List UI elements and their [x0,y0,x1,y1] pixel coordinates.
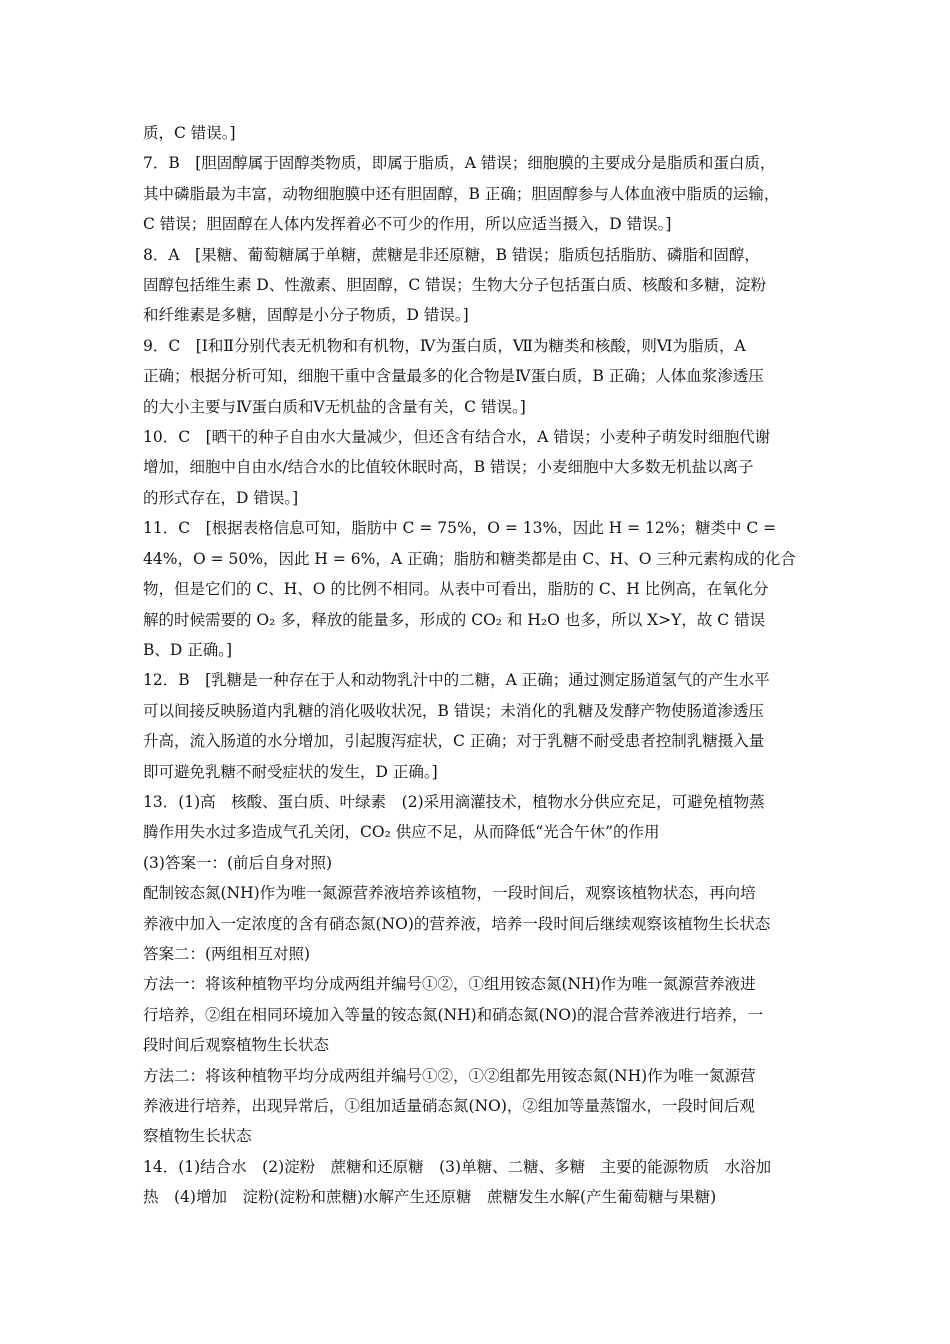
text-line: 12．B [乳糖是一种存在于人和动物乳汁中的二糖，A 正确；通过测定肠道氢气的产生水平 [143,671,770,690]
text-line: C 错误；胆固醇在人体内发挥着必不可少的作用，所以应适当摄入，D 错误。] [143,215,672,234]
text-line: 和纤维素是多糖，固醇是小分子物质，D 错误。] [143,306,469,325]
text-line: 物，但是它们的 C、H、O 的比例不相同。从表中可看出，脂肪的 C、H 比例高，在氧化分 [143,580,769,599]
text-line: 14．(1)结合水 (2)淀粉 蔗糖和还原糖 (3)单糖、二糖、多糖 主要的能源物质 水浴加 [143,1157,772,1176]
text-line: 段时间后观察植物生长状态 [143,1036,330,1055]
text-line: (3)答案一：(前后自身对照) [143,853,333,872]
answer-14 [143,1152,813,1213]
text-line: 9．C [Ⅰ和Ⅱ分别代表无机物和有机物，Ⅳ为蛋白质，Ⅶ为糖类和核酸，则Ⅵ为脂质，A [143,336,746,355]
text-line: 养液中加入一定浓度的含有硝态氮(NO)的营养液，培养一段时间后继续观察该植物生长状态 [143,914,771,933]
answer-11 [143,513,813,665]
text-line: 配制铵态氮(NH)作为唯一氮源营养液培养该植物，一段时间后，观察该植物状态，再向培 [143,884,756,903]
text-line: 热 (4)增加 淀粉(淀粉和蔗糖)水解产生还原糖 蔗糖发生水解(产生葡萄糖与果糖) [143,1188,717,1207]
answer-7 [143,148,813,239]
answer-9 [143,331,813,422]
answer-13 [143,787,813,1152]
text-line: 8．A [果糖、葡萄糖属于单糖，蔗糖是非还原糖，B 错误；脂质包括脂肪、磷脂和固醇， [143,245,760,264]
text-line: 即可避免乳糖不耐受症状的发生，D 正确。] [143,762,438,781]
text-line: 增加，细胞中自由水/结合水的比值较休眠时高，B 错误；小麦细胞中大多数无机盐以离子 [143,458,754,477]
p6-tail [143,118,813,148]
text-line: 7．B [胆固醇属于固醇类物质，即属于脂质，A 错误；细胞膜的主要成分是脂质和蛋白质， [143,154,776,173]
text-line: 方法二：将该种植物平均分成两组并编号①②，①②组都先用铵态氮(NH)作为唯一氮源营 [143,1066,756,1085]
text-line: 11．C [根据表格信息可知，脂肪中 C = 75%，O = 13%，因此 H = 12%；糖类中 C = [143,519,777,538]
text-line: 方法一：将该种植物平均分成两组并编号①②，①组用铵态氮(NH)作为唯一氮源营养液进 [143,975,756,994]
text-line: B、D 正确。] [143,640,233,659]
text-line: 13．(1)高 核酸、蛋白质、叶绿素 (2)采用滴灌技术，植物水分供应充足，可避免植物蒸 [143,792,765,811]
answer-document [143,118,813,1213]
text-line: 行培养，②组在相同环境加入等量的铵态氮(NH)和硝态氮(NO)的混合营养液进行培养，一 [143,1005,764,1024]
text-line: 正确；根据分析可知，细胞干重中含量最多的化合物是Ⅳ蛋白质，B 正确；人体血浆渗透压 [143,367,764,386]
text-line: 察植物生长状态 [143,1127,252,1146]
text-line: 其中磷脂最为丰富，动物细胞膜中还有胆固醇，B 正确；胆固醇参与人体血液中脂质的运输， [143,184,780,203]
text-line: 腾作用失水过多造成气孔关闭，CO₂ 供应不足，从而降低“光合午休”的作用 [143,823,660,842]
text-line: 可以间接反映肠道内乳糖的消化吸收状况，B 错误；未消化的乳糖及发酵产物使肠道渗透压 [143,701,764,720]
text-line: 的大小主要与Ⅳ蛋白质和Ⅴ无机盐的含量有关，C 错误。] [143,397,526,416]
text-line: 升高，流入肠道的水分增加，引起腹泻症状，C 正确；对于乳糖不耐受患者控制乳糖摄入量 [143,732,765,751]
text-line: 固醇包括维生素 D、性激素、胆固醇，C 错误；生物大分子包括蛋白质、核酸和多糖，淀粉 [143,276,767,295]
text-line: 解的时候需要的 O₂ 多，释放的能量多，形成的 CO₂ 和 H₂O 也多，所以 X>Y，故 C 错误 [143,610,766,629]
text-line: 10．C [晒干的种子自由水大量减少，但还含有结合水，A 错误；小麦种子萌发时细胞代谢 [143,428,771,447]
answer-10 [143,422,813,513]
text-line: 答案二：(两组相互对照) [143,944,311,963]
answer-8 [143,240,813,331]
answer-12 [143,665,813,787]
text-line: 质，C 错误。] [143,124,236,142]
text-line: 养液进行培养，出现异常后，①组加适量硝态氮(NO)，②组加等量蒸馏水，一段时间后观 [143,1097,755,1115]
text-line: 的形式存在，D 错误。] [143,488,299,507]
text-line: 44%，O = 50%，因此 H = 6%，A 正确；脂肪和糖类都是由 C、H、O 三种元素构成的化合 [143,549,796,568]
